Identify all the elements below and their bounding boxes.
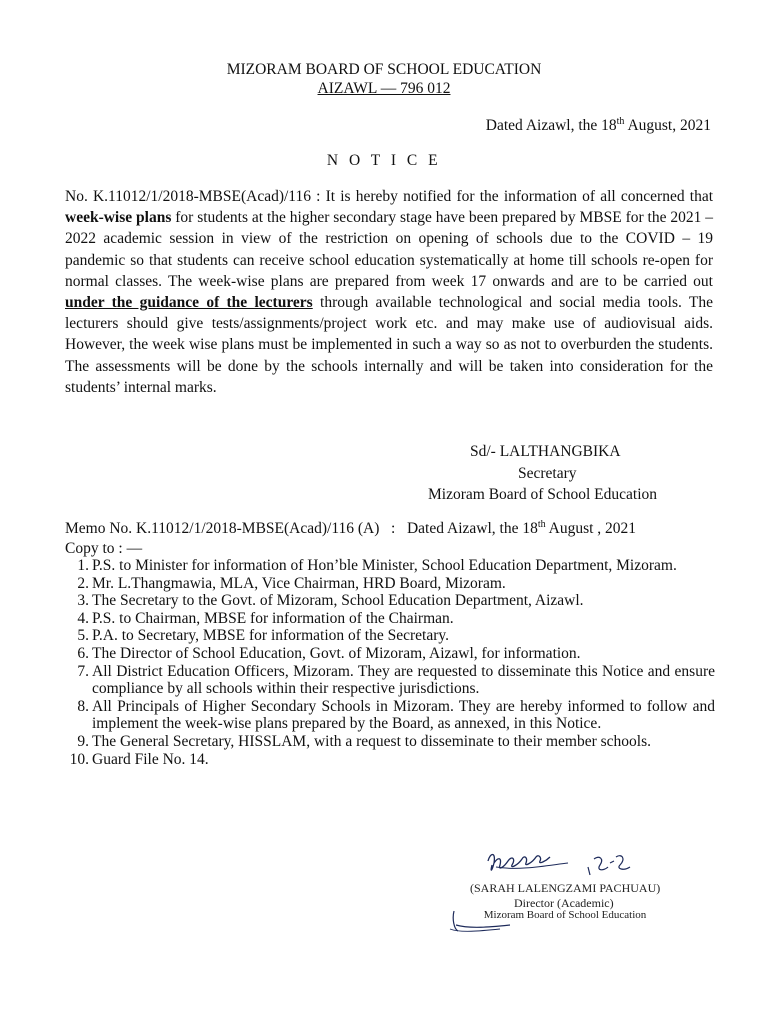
copy-list (65, 557, 715, 768)
list-item (65, 663, 715, 698)
list-item-number: 9. (77, 732, 89, 750)
list-item-text: The General Secretary, HISSLAM, with a request to disseminate to their member schools. (92, 732, 651, 750)
list-item-text: All Principals of Higher Secondary Schools in Mizoram. They are hereby informed to follow and implement the week-wise plans prepared by the Board, as annexed, in this Notice. (92, 697, 715, 733)
board-address-text: AIZAWL — 796 012 (317, 80, 451, 97)
list-item-text: Mr. L.Thangmawia, MLA, Vice Chairman, HRD Board, Mizoram. (92, 574, 506, 592)
notice-date-prefix: Dated Aizawl, the 18 (485, 117, 617, 135)
list-item-number: 6. (77, 644, 89, 662)
board-name: MIZORAM BOARD OF SCHOOL EDUCATION (226, 61, 542, 78)
body-part-1: No. K.11012/1/2018-MBSE(Acad)/116 : It is hereby notified for the information of all concerned that (65, 188, 713, 205)
list-item-text: The Director of School Education, Govt. of Mizoram, Aizawl, for information. (92, 644, 581, 662)
memo-sup: th (537, 519, 546, 530)
list-item-number: 7. (77, 662, 89, 680)
list-item (65, 610, 715, 628)
memo-suffix: August , 2021 (545, 520, 637, 538)
notice-date-sup: th (616, 116, 625, 127)
stamp-org: Mizoram Board of School Education (483, 909, 647, 921)
stamp-name: (SARAH LALENGZAMI PACHUAU) (470, 881, 661, 895)
body-underline-guidance: under the guidance of the lecturers (65, 294, 313, 312)
body-part-2: for students at the higher secondary stage have been prepared by MBSE for the 2021 – 2022 academic session in view of the restriction on opening of schools due to the COVID – 19 pandemic so that students can receive school education systematically at home till schools re-open for normal classes. The week-wise plans are prepared from week 17 onwards and are to be carried out (65, 209, 714, 290)
list-item (65, 733, 715, 751)
body-part-3: through available technological and social media tools. The lecturers should give tests/assignments/project work etc. and may make use of audiovisual aids. However, the week wise plans must be implemented in such a way so as not to overburden the students. The assessments will be done by the schools internally and will be taken into consideration for the students’ internal marks. (65, 294, 713, 396)
list-item-number: 3. (77, 592, 89, 610)
memo-line (65, 519, 725, 538)
notice-date-suffix: August, 2021 (624, 117, 711, 135)
notice-date (486, 116, 711, 135)
list-item (65, 698, 715, 733)
list-item-number: 1. (77, 557, 89, 574)
list-item (65, 575, 715, 593)
list-item-text: P.S. to Chairman, MBSE for information of the Chairman. (92, 609, 454, 627)
list-item-text: Guard File No. 14. (92, 750, 209, 768)
list-item-number: 8. (77, 697, 89, 715)
list-item (65, 592, 715, 610)
list-item-number: 2. (77, 574, 89, 592)
signatory-name: Sd/- LALTHANGBIKA (470, 443, 621, 460)
list-item-number: 5. (77, 627, 89, 645)
list-item-text: P.A. to Secretary, MBSE for information of the Secretary. (92, 627, 449, 645)
list-item-text: P.S. to Minister for information of Hon’ble Minister, School Education Department, Mizoram. (92, 557, 677, 574)
board-address (0, 80, 768, 98)
list-item-text: All District Education Officers, Mizoram. They are requested to disseminate this Notice and ensure compliance by all schools within their respective jurisdictions. (92, 662, 715, 698)
memo-prefix: Memo No. K.11012/1/2018-MBSE(Acad)/116 (A) : Dated Aizawl, the 18 (65, 520, 538, 538)
list-item (65, 627, 715, 645)
body-bold-week-wise-plans: week-wise plans (65, 209, 172, 227)
list-item (65, 645, 715, 663)
copy-to-label: Copy to : — (65, 540, 143, 557)
list-item-number: 10. (69, 750, 89, 768)
director-signature-stamp (440, 845, 690, 940)
list-item (65, 557, 715, 575)
list-item (65, 751, 715, 769)
list-item-number: 4. (77, 609, 89, 627)
list-item-text: The Secretary to the Govt. of Mizoram, School Education Department, Aizawl. (92, 592, 584, 610)
signatory-title: Secretary (518, 465, 577, 482)
signatory-org: Mizoram Board of School Education (428, 486, 658, 503)
notice-body (65, 186, 713, 398)
stamp-title: Director (Academic) (514, 896, 614, 910)
notice-title: N O T I C E (326, 152, 442, 169)
